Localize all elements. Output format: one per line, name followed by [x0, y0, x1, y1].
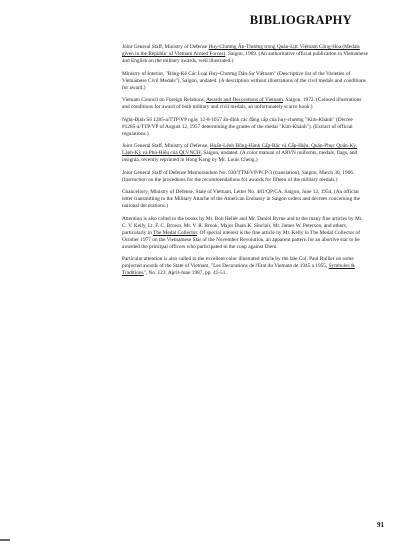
scan-edge-mark [0, 539, 10, 541]
bibliography-entry: Particular attention is also called to the excellent color illustrated article by the late Col. Paul Rullier on some projected awards of the State of Vietnam, "Les Decorations de l'Etat du Vietnam de 1945 a 1955, Symboles & Traditions", No. 123, April-June 1987, pp. 41-51. [122, 256, 355, 276]
bibliography-entry: Joint General Staff, Ministry of Defense, Huấn-Lệnh Đồng-Hành Cấp-Bậc và Cấp-Hiệu, Quân-Phục Quân-Kỳ, Lãnh-Kỳ và Phù-Hiệu của QLVNCH, Saigon, undated. (A color manual of ARVN uniforms, medals, flags, and insignia, recently reprinted in Hong Kong by Mr. Louis Cheng.) [122, 143, 358, 163]
bibliography-entry: Vietnam Council on Foreign Relations, Awards and Decorations of Vietnam. Saigon, 1972. (Colored illustrations and conditions for award of both military and civil medals, an unfortunately scarce book.) [122, 97, 362, 110]
bibliography-entry: Joint General Staff of Defense Memorandum No. 930/TTM/VP/PCP/3 (translation), Saigon, March 30, 1966. (Instruction on the procedures for the recommendations for awards for fifteen of the military medals.) [122, 169, 355, 183]
bibliography-entry: Ministry of Interior, "Bảng-Kê Các Loại Huy-Chương Dân-Sự Việtnam" (Descriptive list of the Varieties of Vietnamese Civil Medals"), Saigon, undated. (A description without illustrations of the civil medals and conditions for award.) [122, 70, 366, 91]
bibliography-list [122, 44, 368, 283]
page-title: BIBLIOGRAPHY [249, 13, 352, 27]
bibliography-entry: Nghị-Định Số 1285-a/TTP/VP ngày 12-8-1057 ấn-định các đẳng cấp của huy-chương "Kim-Khánh" (Decree #1285-a/TTP/VP of August 12, 1957 determining the grades of the medal "Kim-Khánh"). (Extract of official regulations.) [122, 116, 353, 137]
bibliography-entry: Chancellory, Ministry of Defense, State of Vietnam, Letter No. 481/QP/CA. Saigon, June 12, 1954. (An official letter transmitting to the Military Attache of the American Embassy in Saigon orders and decrees concerning the national decorations.) [122, 189, 360, 209]
page-number: 91 [377, 521, 384, 529]
bibliography-entry: Attention is also called to the books by Mr. Bob Heller and Mr. Daniel Byrne and to the many fine articles by Mr. C. V. Kelly, Lt. F. C. Brown, Mr. V. R. Brook, Major Duan K. Sinclair, Mr. James W. Peterson, and others, particularly in The Medal Collector. Of special interest is the fine article by Mr. Kelly in The Medal Collector of October 1977 on the Vietnamese Star of the November Revolution, an apparent pattern for an abortive star to be awarded the principal officers who participated in the coup against Diem. [122, 215, 363, 250]
bibliography-entry: Joint General Staff, Ministry of Defense Huy-Chương Ân-Thưởng trong Quân-Lực Việtnam Cộng-Hòa (Medals given in the Republic of Vietnam Armed Forces). Saigon, 1969. (An authoritative official publication in Vietnamese and English on the military awards, well illustrated.) [122, 44, 368, 64]
